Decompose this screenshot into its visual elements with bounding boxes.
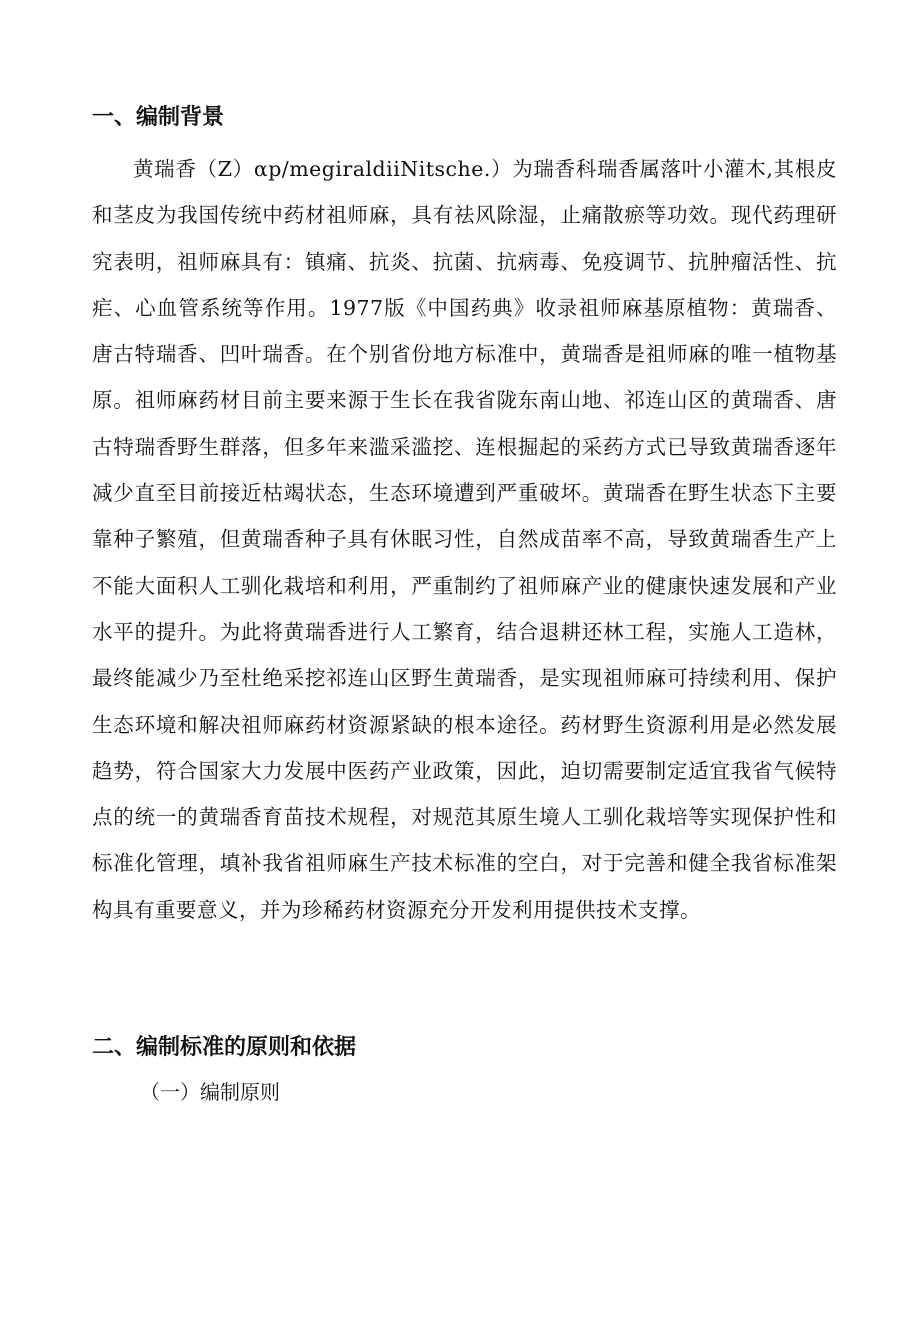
background-paragraph: 黄瑞香（Z）αp∕megiraldiiNitsche.）为瑞香科瑞香属落叶小灌木,其根皮和茎皮为我国传统中药材祖师麻，具有祛风除湿，止痛散瘀等功效。现代药理研究表明，祖师麻具有：镇痛、抗炎、抗菌、抗病毒、免疫调节、抗肿瘤活性、抗疟、心血管系统等作用。1977版《中国药典》收录祖师麻基原植物：黄瑞香、唐古特瑞香、凹叶瑞香。在个别省份地方标准中，黄瑞香是祖师麻的唯一植物基原。祖师麻药材目前主要来源于生长在我省陇东南山地、祁连山区的黄瑞香、唐古特瑞香野生群落，但多年来滥采滥挖、连根掘起的采药方式已导致黄瑞香逐年减少直至目前接近枯竭状态，生态环境遭到严重破坏。黄瑞香在野生状态下主要靠种子繁殖，但黄瑞香种子具有休眠习性，自然成苗率不高，导致黄瑞香生产上不能大面积人工驯化栽培和利用，严重制约了祖师麻产业的健康快速发展和产业水平的提升。为此将黄瑞香进行人工繁育，结合退耕还林工程，实施人工造林，最终能减少乃至杜绝采挖祁连山区野生黄瑞香，是实现祖师麻可持续利用、保护生态环境和解决祖师麻药材资源紧缺的根本途径。药材野生资源利用是必然发展趋势，符合国家大力发展中医药产业政策，因此，迫切需要制定适宜我省气候特点的统一的黄瑞香育苗技术规程，对规范其原生境人工驯化栽培等实现保护性和标准化管理，填补我省祖师麻生产技术标准的空白，对于完善和健全我省标准架构具有重要意义，并为珍稀药材资源充分开发利用提供技术支撑。 — [92, 157, 837, 922]
subsection-heading-principles: （一）编制原则 — [140, 1080, 280, 1104]
section-heading-background: 一、编制背景 — [92, 105, 225, 130]
section-heading-principles: 二、编制标准的原则和依据 — [92, 1035, 357, 1060]
